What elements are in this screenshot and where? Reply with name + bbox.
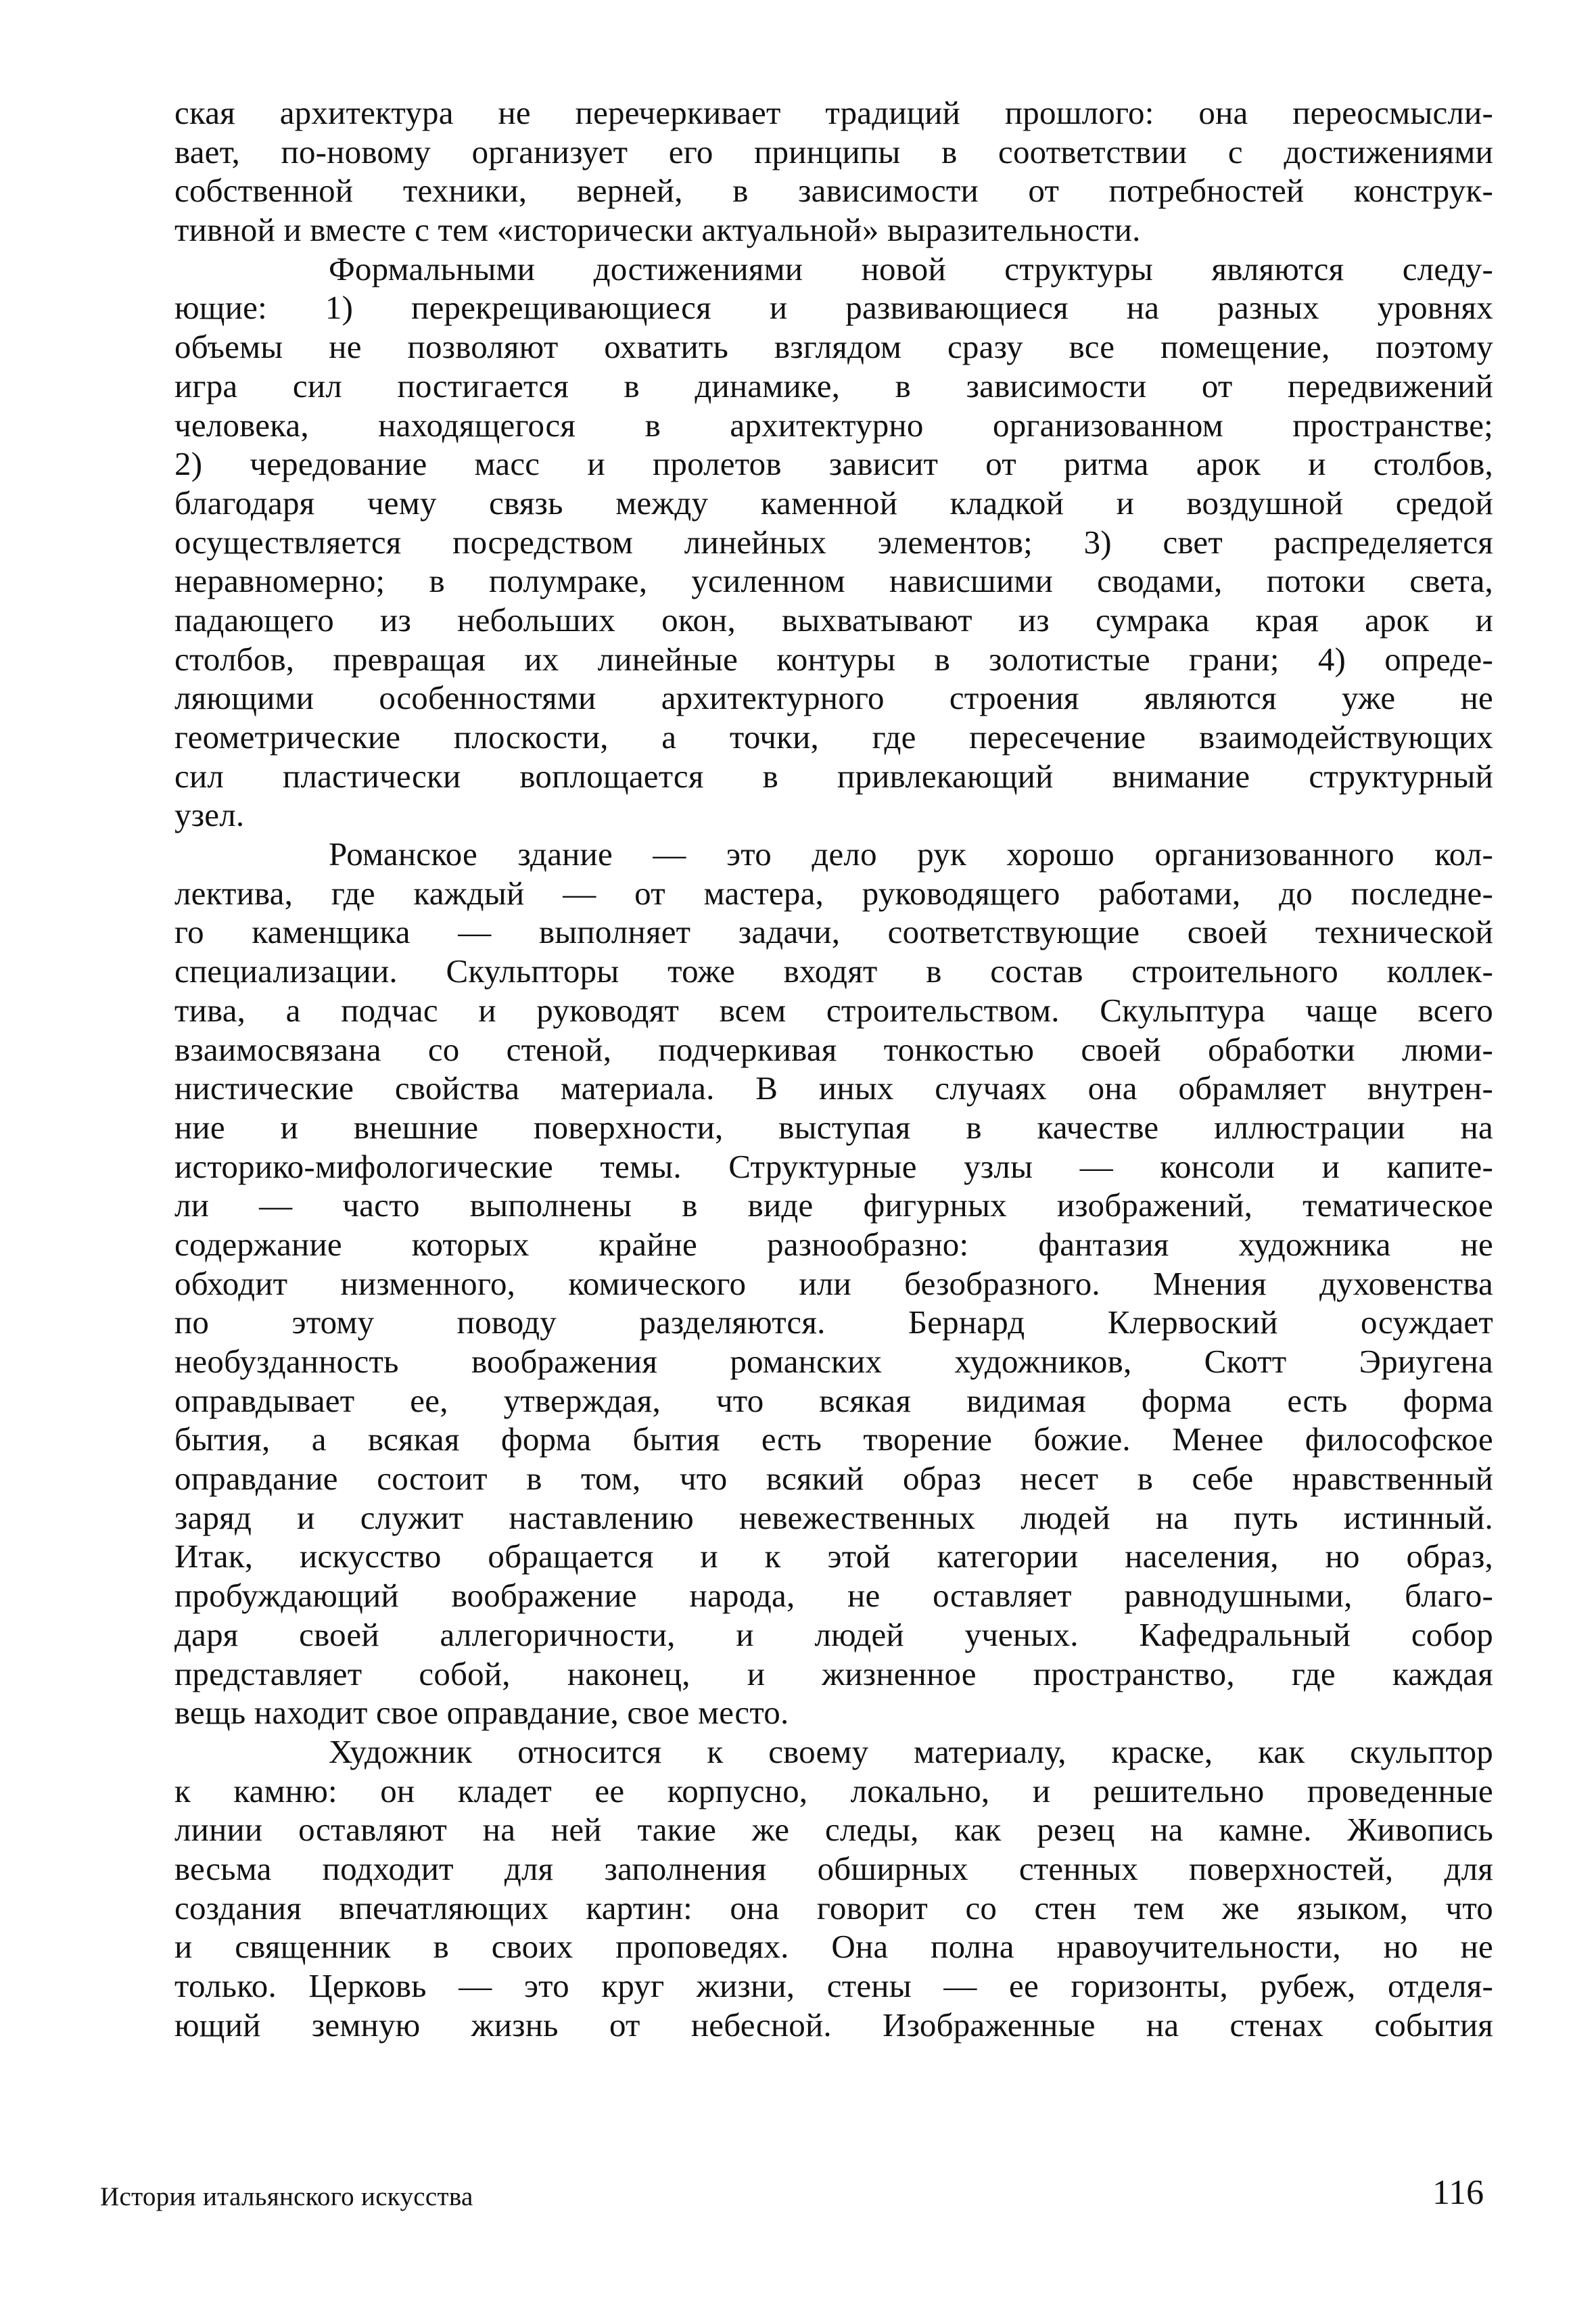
text-line: тивной и вместе с тем «исторически актуальной» выразительности. bbox=[174, 211, 1141, 249]
text-line: осуществляется посредством линейных элементов; 3) свет распределяется bbox=[174, 523, 1493, 561]
text-line: по этому поводу разделяются. Бернард Клервоский осуждает bbox=[174, 1303, 1493, 1341]
text-line: нистические свойства материала. В иных случаях она обрамляет внутрен- bbox=[174, 1069, 1493, 1107]
text-line: Романское здание — это дело рук хорошо организованного кол- bbox=[329, 835, 1493, 873]
text-line: оправдывает ее, утверждая, что всякая видимая форма есть форма bbox=[174, 1381, 1493, 1419]
text-line: Формальными достижениями новой структуры являются следу- bbox=[329, 250, 1493, 287]
text-line: собственной техники, верней, в зависимости от потребностей конструк- bbox=[174, 172, 1493, 210]
text-line: вает, по-новому организует его принципы в соответствии с достижениями bbox=[174, 133, 1493, 170]
text-line: линии оставляют на ней такие же следы, как резец на камне. Живопись bbox=[174, 1811, 1493, 1849]
text-line: Итак, искусство обращается и к этой категории населения, но образ, bbox=[174, 1538, 1493, 1575]
text-line: бытия, а всякая форма бытия есть творение божие. Менее философское bbox=[174, 1421, 1493, 1458]
text-line: объемы не позволяют охватить взглядом сразу все помещение, поэтому bbox=[174, 328, 1493, 366]
running-footer-title: История итальянского искусства bbox=[100, 2182, 473, 2211]
text-line: и священник в своих проповедях. Она полна нравоучительности, но не bbox=[174, 1928, 1493, 1966]
text-line: сил пластически воплощается в привлекающий внимание структурный bbox=[174, 757, 1493, 795]
text-line: к камню: он кладет ее корпусно, локально, и решительно проведенные bbox=[174, 1772, 1493, 1809]
text-line: 2) чередование масс и пролетов зависит от ритма арок и столбов, bbox=[174, 445, 1493, 483]
text-line: благодаря чему связь между каменной кладкой и воздушной средой bbox=[174, 484, 1493, 522]
text-line: ние и внешние поверхности, выступая в качестве иллюстрации на bbox=[174, 1108, 1493, 1146]
text-line: пробуждающий воображение народа, не оставляет равнодушными, благо- bbox=[174, 1577, 1493, 1615]
text-line: человека, находящегося в архитектурно организованном пространстве; bbox=[174, 406, 1493, 444]
text-line: тива, а подчас и руководят всем строительством. Скульптура чаще всего bbox=[174, 991, 1493, 1029]
body-text bbox=[174, 93, 1493, 2044]
text-line: обходит низменного, комического или безобразного. Мнения духовенства bbox=[174, 1264, 1493, 1302]
text-line: ли — часто выполнены в виде фигурных изображений, тематическое bbox=[174, 1186, 1493, 1224]
text-line: неравномерно; в полумраке, усиленном нависшими сводами, потоки света, bbox=[174, 562, 1493, 600]
text-line: Художник относится к своему материалу, краске, как скульптор bbox=[329, 1732, 1493, 1770]
text-line: го каменщика — выполняет задачи, соответствующие своей технической bbox=[174, 913, 1493, 951]
text-line: создания впечатляющих картин: она говорит со стен тем же языком, что bbox=[174, 1889, 1493, 1926]
paragraph bbox=[174, 250, 1493, 835]
text-line: специализации. Скульпторы тоже входят в состав строительного коллек- bbox=[174, 952, 1493, 990]
text-line: ляющими особенностями архитектурного строения являются уже не bbox=[174, 679, 1493, 717]
text-line: необузданность воображения романских художников, Скотт Эриугена bbox=[174, 1343, 1493, 1380]
text-line: содержание которых крайне разнообразно: фантазия художника не bbox=[174, 1225, 1493, 1263]
text-line: только. Церковь — это круг жизни, стены — ее горизонты, рубеж, отделя- bbox=[174, 1967, 1493, 2004]
text-line: геометрические плоскости, а точки, где пересечение взаимодействующих bbox=[174, 718, 1493, 756]
text-line: игра сил постигается в динамике, в зависимости от передвижений bbox=[174, 367, 1493, 405]
text-line: лектива, где каждый — от мастера, руководящего работами, до последне- bbox=[174, 874, 1493, 912]
text-line: падающего из небольших окон, выхватывают из сумрака края арок и bbox=[174, 601, 1493, 639]
text-line: ющие: 1) перекрещивающиеся и развивающиеся на разных уровнях bbox=[174, 289, 1493, 327]
paragraph bbox=[174, 1732, 1493, 2045]
page-number: 116 bbox=[1432, 2173, 1484, 2212]
text-line: столбов, превращая их линейные контуры в золотистые грани; 4) опреде- bbox=[174, 640, 1493, 678]
text-line: заряд и служит наставлению невежественных людей на путь истинный. bbox=[174, 1498, 1493, 1536]
paragraph bbox=[174, 835, 1493, 1732]
text-line: вещь находит свое оправдание, свое место. bbox=[174, 1694, 789, 1732]
text-line: весьма подходит для заполнения обширных стенных поверхностей, для bbox=[174, 1849, 1493, 1887]
text-line: представляет собой, наконец, и жизненное пространство, где каждая bbox=[174, 1655, 1493, 1692]
text-line: даря своей аллегоричности, и людей ученых. Кафедральный собор bbox=[174, 1615, 1493, 1653]
text-line: взаимосвязана со стеной, подчеркивая тонкостью своей обработки люми- bbox=[174, 1030, 1493, 1068]
text-line: оправдание состоит в том, что всякий образ несет в себе нравственный bbox=[174, 1460, 1493, 1498]
text-line: ская архитектура не перечеркивает традиций прошлого: она переосмысли- bbox=[174, 94, 1493, 131]
text-line: узел. bbox=[174, 796, 245, 834]
paragraph bbox=[174, 93, 1493, 250]
text-line: ющий земную жизнь от небесной. Изображенные на стенах события bbox=[174, 2006, 1493, 2044]
text-line: историко-мифологические темы. Структурные узлы — консоли и капите- bbox=[174, 1147, 1493, 1185]
